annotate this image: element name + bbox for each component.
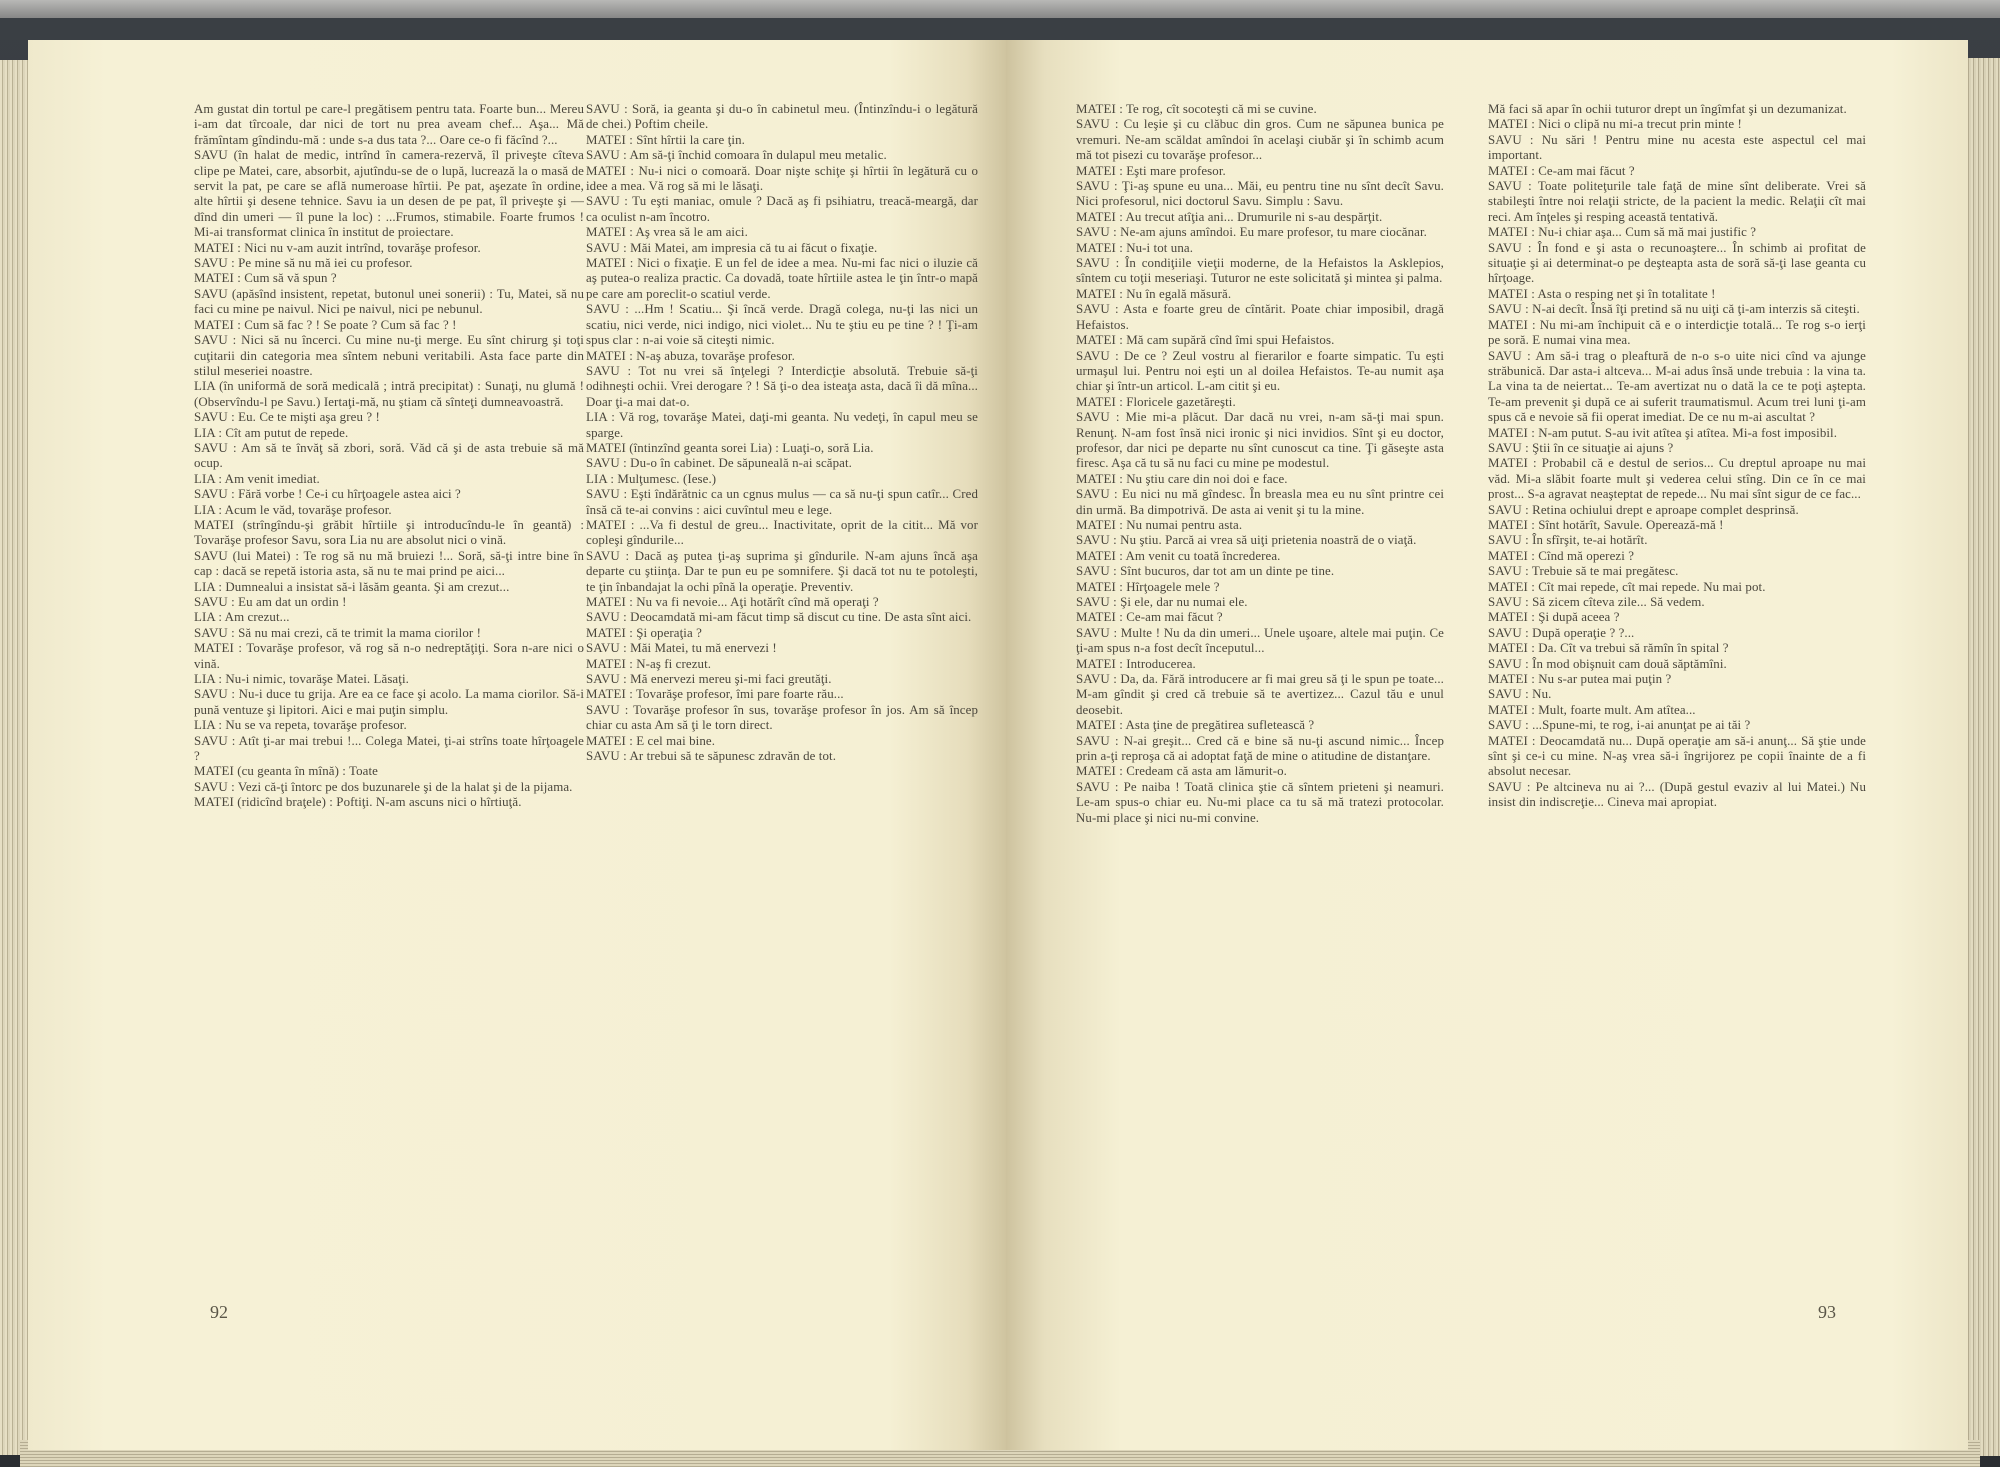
dialogue-paragraph: SAVU : Vezi că-ţi întorc pe dos buzunarele şi de la halat şi de la pijama.: [194, 779, 573, 794]
right-page-column-1: [1076, 102, 1444, 1322]
dialogue-paragraph: MATEI : Eşti mare profesor.: [1076, 163, 1226, 178]
dialogue-paragraph: LIA : Nu-i nimic, tovarăşe Matei. Lăsaţi.: [194, 672, 409, 687]
dialogue-paragraph: LIA : Acum le văd, tovarăşe profesor.: [194, 502, 392, 517]
dialogue-paragraph: SAVU : Să zicem cîteva zile... Să vedem.: [1488, 595, 1705, 609]
dialogue-paragraph: MATEI : Nu-i chiar aşa... Cum să mă mai justific ?: [1488, 225, 1757, 240]
dialogue-paragraph: SAVU : Eu. Ce te mişti aşa greu ? !: [194, 410, 380, 425]
dialogue-paragraph: MATEI : Nu în egală măsură.: [1076, 286, 1232, 301]
page-edges-right: [1966, 58, 2000, 1456]
dialogue-paragraph: SAVU : În fond e şi asta o recunoaştere... În schimb ai profitat de situaţie şi ai determinat-o pe deşteapta asta de soră să-ţi lase geanta cu hîrţoage.: [1488, 240, 1866, 286]
dialogue-paragraph: SAVU : Ar trebui să te săpunesc zdravăn de tot.: [586, 749, 837, 764]
dialogue-paragraph: SAVU : Pe naiba ! Toată clinica ştie că sîntem prieteni şi neamuri. Le-am spus-o chiar eu. Nu-mi place ca tu să mă tratezi protocolar. Nu-mi place şi nici nu-mi convine.: [1076, 779, 1444, 825]
dialogue-paragraph: MATEI : Asta o resping net şi în totalitate !: [1488, 286, 1716, 301]
dialogue-paragraph: MATEI : Nu va fi nevoie... Aţi hotărît cînd mă operaţi ?: [586, 595, 879, 609]
dialogue-paragraph: MATEI : Cînd mă operezi ?: [1488, 548, 1635, 563]
dialogue-paragraph: MATEI : Aş vrea să le am aici.: [586, 225, 748, 240]
dialogue-paragraph: MATEI : Credeam că asta am lămurit-o.: [1076, 764, 1287, 779]
dialogue-paragraph: MATEI : Introducerea.: [1076, 656, 1196, 671]
dialogue-paragraph: MATEI : N-aş fi crezut.: [586, 656, 712, 671]
dialogue-paragraph: MATEI : Da. Cît va trebui să rămîn în spital ?: [1488, 641, 1729, 656]
dialogue-paragraph: SAVU : Pe altcineva nu ai ?... (După gestul evaziv al lui Matei.) Nu insist din indiscreţie... Cineva mai apropiat.: [1488, 779, 1866, 810]
dialogue-paragraph: MATEI : E cel mai bine.: [586, 733, 716, 748]
dialogue-paragraph: LIA : Cît am putut de repede.: [194, 425, 349, 440]
dialogue-paragraph: MATEI : Nici o fixaţie. E un fel de idee a mea. Nu-mi fac nici o iluzie că aş putea-o realiza practic. Ca dovadă, toate hîrtiile astea le ţin într-o mapă pe care am poreclit-o scatiul verde.: [586, 256, 978, 301]
dialogue-paragraph: SAVU : Eşti îndărătnic ca un cgnus mulus — ca să nu-ţi spun catîr... Cred însă că te-ai convins : aici cuvîntul meu e lege.: [586, 487, 978, 517]
dialogue-paragraph: MATEI : Şi operaţia ?: [586, 625, 702, 640]
dialogue-paragraph: SAVU : Tu eşti maniac, omule ? Dacă aş fi psihiatru, treacă-meargă, dar ca oculist n-am încotro.: [586, 194, 978, 224]
dialogue-paragraph: SAVU : Pe mine să nu mă iei cu profesor.: [194, 256, 413, 271]
dialogue-paragraph: SAVU : Mă enervezi mereu şi-mi faci greutăţi.: [586, 672, 832, 687]
dialogue-paragraph: MATEI : Nu-i tot una.: [1076, 240, 1194, 255]
dialogue-paragraph: SAVU : Nu ştiu. Parcă ai vrea să uiţi prietenia noastră de o viaţă.: [1076, 533, 1417, 548]
dialogue-paragraph: SAVU : Cu leşie şi cu clăbuc din gros. Cum ne săpunea bunica pe vremuri. Ne-am scăldat amîndoi în acelaşi ciubăr şi în schimb acum mă tot pisezi cu tovarăşe profesor...: [1076, 117, 1444, 163]
dialogue-paragraph: MATEI : Şi după aceea ?: [1488, 610, 1620, 625]
dialogue-paragraph: SAVU : Dacă aş putea ţi-aş suprima şi gîndurile. N-am ajuns încă aşa departe cu ştiinţa. Dar te pun eu pe somnifere. Şi dacă tot nu te potoleşti, te ţin înbandajat la ochi pînă la operaţie. Preventiv.: [586, 548, 978, 594]
dialogue-paragraph: SAVU : Am să-ţi închid comoara în dulapul meu metalic.: [586, 148, 887, 163]
dialogue-paragraph: MATEI : Ce-am mai făcut ?: [1076, 610, 1223, 625]
dialogue-paragraph: MATEI (strîngîndu-şi grăbit hîrtiile şi introducîndu-le în geantă) : Tovarăşe profesor Savu, sora Lia nu are absolut nici o vină.: [194, 517, 584, 548]
dialogue-paragraph: MATEI (cu geanta în mînă) : Toate: [194, 764, 378, 779]
dialogue-paragraph: LIA : Dumnealui a insistat să-i lăsăm geanta. Şi am crezut...: [194, 579, 510, 594]
page-number-left: 92: [210, 1302, 228, 1322]
dialogue-paragraph: SAVU : Trebuie să te mai pregătesc.: [1488, 564, 1679, 579]
dialogue-paragraph: SAVU : De ce ? Zeul vostru al fierarilor e foarte simpatic. Tu eşti urmaşul lui. Pentru noi eşti un al doilea Hefaistos. Te-au numit aşa chiar şi într-un articol. L-am citit şi eu.: [1076, 348, 1444, 394]
dialogue-paragraph: Am gustat din tortul pe care-l pregătisem pentru tata. Foarte bun... Mereu i-am dat tîrcoale, dar nici de tort nu prea aveam chef... Aşa... Mă frămîntam gîndindu-mă : unde s-a dus tata ?... Oare ce-o fi făcînd ?...: [194, 102, 584, 147]
dialogue-paragraph: MATEI (întinzînd geanta sorei Lia) : Luaţi-o, soră Lia.: [586, 440, 874, 455]
dialogue-paragraph: SAVU : Tovarăşe profesor în sus, tovarăşe profesor în jos. Am să încep chiar cu asta Am să ţi le torn direct.: [586, 702, 978, 733]
dialogue-paragraph: LIA : Am venit imediat.: [194, 471, 320, 486]
dialogue-paragraph: SAVU : Am să te învăţ să zbori, soră. Văd că şi de asta trebuie să mă ocup.: [194, 440, 584, 471]
dialogue-paragraph: SAVU : Retina ochiului drept e aproape complet desprinsă.: [1488, 502, 1799, 517]
dialogue-paragraph: SAVU : Nici să nu încerci. Cu mine nu-ţi merge. Eu sînt chirurg şi toţi cuţitarii din categoria mea sîntem nebuni veritabili. Asta face parte din stilul meseriei noastre.: [194, 333, 584, 378]
dialogue-paragraph: MATEI : Tovarăşe profesor, îmi pare foarte rău...: [586, 687, 844, 702]
right-page: [1006, 40, 1968, 1450]
dialogue-paragraph: SAVU : Şi ele, dar nu numai ele.: [1076, 595, 1248, 609]
left-page-column-1: [194, 102, 584, 1322]
dialogue-paragraph: LIA : Mulţumesc. (Iese.): [586, 471, 717, 486]
dialogue-paragraph: MATEI : Cum să fac ? ! Se poate ? Cum să fac ? !: [194, 317, 457, 332]
dialogue-paragraph: LIA (în uniformă de soră medicală ; intră precipitat) : Sunaţi, nu glumă ! (Observîndu-l pe Savu.) Iertaţi-mă, nu ştiam că sînteţi dumneavoastră.: [194, 379, 584, 409]
dialogue-paragraph: LIA : Nu se va repeta, tovarăşe profesor.: [194, 718, 407, 733]
dialogue-paragraph: MATEI : N-am putut. S-au ivit atîtea şi atîtea. Mi-a fost imposibil.: [1488, 425, 1838, 440]
dialogue-paragraph: SAVU (lui Matei) : Te rog să nu mă bruiezi !... Soră, să-ţi intre bine în cap : dacă se repetă istoria asta, să nu te mai prind pe aici...: [194, 548, 584, 579]
dialogue-paragraph: SAVU : Multe ! Nu da din umeri... Unele uşoare, altele mai puţin. Ce ţi-am spus n-a fost decît începutul...: [1076, 625, 1444, 656]
dialogue-paragraph: MATEI (ridicînd braţele) : Poftiţi. N-am ascuns nici o hîrtiuţă.: [194, 795, 522, 810]
dialogue-paragraph: SAVU : Măi Matei, tu mă enervezi !: [586, 641, 777, 656]
dialogue-paragraph: SAVU : După operaţie ? ?...: [1488, 625, 1635, 640]
dialogue-paragraph: SAVU : În sfîrşit, te-ai hotărît.: [1488, 533, 1648, 548]
dialogue-paragraph: MATEI : Probabil că e destul de serios... Cu dreptul aproape nu mai văd. Mi-a slăbit foarte mult şi vederea celui stîng. Din ce în ce mai prost... S-a agravat neaşteptat de repede... Nu mai sînt sigur de ce fac...: [1488, 456, 1866, 502]
dialogue-paragraph: SAVU : Nu sări ! Pentru mine nu acesta este aspectul cel mai important.: [1488, 132, 1866, 163]
dialogue-paragraph: MATEI : Nu s-ar putea mai puţin ?: [1488, 672, 1672, 687]
dialogue-paragraph: SAVU : Să nu mai crezi, că te trimit la mama ciorilor !: [194, 625, 481, 640]
dialogue-paragraph: SAVU : Asta e foarte greu de cîntărit. Poate chiar imposibil, dragă Hefaistos.: [1076, 302, 1444, 332]
dialogue-paragraph: MATEI : Sînt hotărît, Savule. Operează-mă !: [1488, 517, 1724, 532]
dialogue-paragraph: SAVU : Ţi-aş spune eu una... Măi, eu pentru tine nu sînt decît Savu. Nici profesorul, nici doctorul Savu. Simplu : Savu.: [1076, 179, 1444, 209]
page-number-right: 93: [1818, 1302, 1836, 1322]
dialogue-paragraph: SAVU : Nu.: [1488, 687, 1552, 702]
dialogue-paragraph: MATEI : ...Va fi destul de greu... Inactivitate, oprit de la citit... Mă vor copleşi gîndurile...: [586, 517, 978, 548]
dialogue-paragraph: SAVU : Tot nu vrei să înţelegi ? Interdicţie absolută. Trebuie să-ţi odihneşti ochii. Vrei derogare ? ! Să ţi-o dea isteaţa asta, dacă îi dă mîna... Doar ţi-a mai dat-o.: [586, 363, 978, 409]
dialogue-paragraph: MATEI : Au trecut atîţia ani... Drumurile ni s-au despărţit.: [1076, 209, 1383, 224]
dialogue-paragraph: MATEI : Nu numai pentru asta.: [1076, 517, 1243, 532]
dialogue-paragraph: SAVU (în halat de medic, intrînd în camera-rezervă, îl priveşte cîteva clipe pe Matei, care, absorbit, ajutîndu-se de o lupă, lucrează la o masă de servit la pat, pe care se află numeroase hîrtii. Pe pat, aşezate în ordine, alte hîrtii şi desene tehnice. Savu ia un desen de pe pat, îl priveşte şi — dînd din umeri — îl pune la loc) : ...Frumos, stimabile. Foarte frumos ! Mi-ai transformat clinica în institut de proiectare.: [194, 148, 584, 240]
dialogue-paragraph: SAVU : Ştii în ce situaţie ai ajuns ?: [1488, 440, 1674, 455]
left-page: [28, 40, 1006, 1450]
dialogue-paragraph: MATEI : Cît mai repede, cît mai repede. Nu mai pot.: [1488, 579, 1766, 594]
dialogue-paragraph: SAVU : ...Hm ! Scatiu... Şi încă verde. Dragă colega, nu-ţi las nici un scatiu, nici verde, nici indigo, nici violet... Nu te ştiu eu pe tine ? ! Ţi-am spus clar : n-ai voie să citeşti nimic.: [586, 302, 978, 348]
dialogue-paragraph: MATEI : Asta ţine de pregătirea sufletească ?: [1076, 718, 1315, 733]
dialogue-paragraph: SAVU : Ne-am ajuns amîndoi. Eu mare profesor, tu mare ciocănar.: [1076, 225, 1427, 240]
dialogue-paragraph: SAVU : Sînt bucuros, dar tot am un dinte pe tine.: [1076, 564, 1335, 579]
dialogue-paragraph: SAVU : Mie mi-a plăcut. Dar dacă nu vrei, n-am să-ţi mai spun. Renunţ. N-am fost însă nici ironic şi nici invidios. Sînt şi eu doctor, profesor, dar nici pe departe nu sînt cunoscut ca tine. Ţi găseşte asta firesc. Aşa că tu să nu faci cu mine pe modestul.: [1076, 410, 1444, 471]
dialogue-paragraph: MATEI : Mă cam supără cînd îmi spui Hefaistos.: [1076, 333, 1335, 348]
dialogue-paragraph: SAVU : Toate politeţurile tale faţă de mine sînt deliberate. Vrei să stabileşti între noi relaţii stricte, de la pacient la medic. Relaţii cît mai reci. Am înţeles şi resping această tentativă.: [1488, 179, 1866, 224]
dialogue-paragraph: SAVU : ...Spune-mi, te rog, i-ai anunţat pe ai tăi ?: [1488, 718, 1751, 733]
dialogue-paragraph: SAVU : N-ai greşit... Cred că e bine să nu-ţi ascund nimic... Încep prin a-ţi reproşa că ai adoptat faţă de mine o atitudine de distanţare.: [1076, 733, 1444, 764]
dialogue-paragraph: SAVU (apăsînd insistent, repetat, butonul unei sonerii) : Tu, Matei, să nu faci cu mine pe naivul. Nici pe naivul, nici pe nebunul.: [194, 286, 584, 317]
dialogue-paragraph: SAVU : Fără vorbe ! Ce-i cu hîrţoagele astea aici ?: [194, 487, 461, 502]
dialogue-paragraph: MATEI : Nu mi-am închipuit că e o interdicţie totală... Te rog s-o ierţi pe soră. E numai vina mea.: [1488, 317, 1866, 348]
dialogue-paragraph: SAVU : N-ai decît. Însă îţi pretind să nu uiţi că ţi-am interzis să citeşti.: [1488, 302, 1860, 317]
dialogue-paragraph: SAVU : Du-o în cabinet. De săpuneală n-ai scăpat.: [586, 456, 852, 471]
dialogue-paragraph: SAVU : Da, da. Fără introducere ar fi mai greu să ţi le spun pe toate... M-am gîndit şi cred că trebuie să te avertizez... Cazul tău e unul deosebit.: [1076, 672, 1444, 717]
dialogue-paragraph: SAVU : În condiţiile vieţii moderne, de la Hefaistos la Asklepios, sîntem cu toţii meseriaşi. Tuturor ne este solicitată şi mintea şi palma.: [1076, 256, 1444, 286]
dialogue-paragraph: MATEI : N-aş abuza, tovarăşe profesor.: [586, 348, 795, 363]
right-page-column-2: [1488, 102, 1866, 1322]
dialogue-paragraph: MATEI : Tovarăşe profesor, vă rog să n-o nedreptăţiţi. Sora n-are nici o vină.: [194, 641, 584, 671]
dialogue-paragraph: MATEI : Nici o clipă nu mi-a trecut prin minte !: [1488, 117, 1742, 132]
dialogue-paragraph: MATEI : Nu ştiu care din noi doi e face.: [1076, 471, 1288, 486]
dialogue-paragraph: SAVU : Eu am dat un ordin !: [194, 595, 347, 609]
dialogue-paragraph: SAVU : În mod obişnuit cam două săptămîni.: [1488, 656, 1727, 671]
dialogue-paragraph: MATEI : Sînt hîrtii la care ţin.: [586, 132, 745, 147]
left-page-column-2: [586, 102, 978, 1322]
dialogue-paragraph: LIA : Am crezut...: [194, 610, 290, 625]
dialogue-paragraph: MATEI : Cum să vă spun ?: [194, 271, 337, 286]
dialogue-paragraph: MATEI : Hîrţoagele mele ?: [1076, 579, 1220, 594]
dialogue-paragraph: LIA : Vă rog, tovarăşe Matei, daţi-mi geanta. Nu vedeţi, în capul meu se sparge.: [586, 410, 978, 440]
page-edges-left: [0, 60, 30, 1455]
dialogue-paragraph: Mă faci să apar în ochii tuturor drept un îngîmfat şi un dezumanizat.: [1488, 102, 1847, 116]
dialogue-paragraph: MATEI : Deocamdată nu... După operaţie am să-i anunţ... Să ştie unde sînt şi ce-i cu mine. N-aş vrea să-i îngrijorez pe copii înainte de a fi absolut necesar.: [1488, 733, 1866, 779]
dialogue-paragraph: MATEI : Nu-i nici o comoară. Doar nişte schiţe şi hîrtii în legătură cu o idee a mea. Vă rog să mi le lăsaţi.: [586, 163, 978, 194]
dialogue-paragraph: MATEI : Floricele gazetăreşti.: [1076, 394, 1236, 409]
dialogue-paragraph: SAVU : Am să-i trag o pleaftură de n-o s-o uite nici cînd va ajunge străbunică. Dar asta-i altceva... M-ai adus însă unde trebuia : la vina ta. La vina ta de neiertat... Te-am avertizat nu o dată la ce te poţi aştepta. Te-am prevenit şi după ce ai suferit traumatismul. Acum trei luni ţi-am spus că e nevoie să fii operat imediat. De ce nu m-ai ascultat ?: [1488, 348, 1866, 425]
dialogue-paragraph: MATEI : Mult, foarte mult. Am atîtea...: [1488, 702, 1696, 717]
dialogue-paragraph: SAVU : Nu-i duce tu grija. Are ea ce face şi acolo. La mama ciorilor. Să-i pună ventuze şi lipitori. Aici e mai puţin simplu.: [194, 687, 584, 717]
dialogue-paragraph: MATEI : Am venit cu toată încrederea.: [1076, 548, 1281, 563]
dialogue-paragraph: MATEI : Nici nu v-am auzit intrînd, tovarăşe profesor.: [194, 240, 481, 255]
dialogue-paragraph: MATEI : Te rog, cît socoteşti că mi se cuvine.: [1076, 102, 1317, 116]
dialogue-paragraph: SAVU : Eu nici nu mă gîndesc. În breasla mea eu nu sînt printre cei din urmă. Ba dimpotrivă. De asta ai venit şi tu la mine.: [1076, 487, 1444, 517]
dialogue-paragraph: SAVU : Atît ţi-ar mai trebui !... Colega Matei, ţi-ai strîns toate hîrţoagele ?: [194, 733, 584, 764]
dialogue-paragraph: SAVU : Deocamdată mi-am făcut timp să discut cu tine. De asta sînt aici.: [586, 610, 972, 625]
dialogue-paragraph: SAVU : Soră, ia geanta şi du-o în cabinetul meu. (Întinzîndu-i o legătură de chei.) Poftim cheile.: [586, 102, 978, 132]
dialogue-paragraph: SAVU : Măi Matei, am impresia că tu ai făcut o fixaţie.: [586, 240, 878, 255]
dialogue-paragraph: MATEI : Ce-am mai făcut ?: [1488, 163, 1635, 178]
